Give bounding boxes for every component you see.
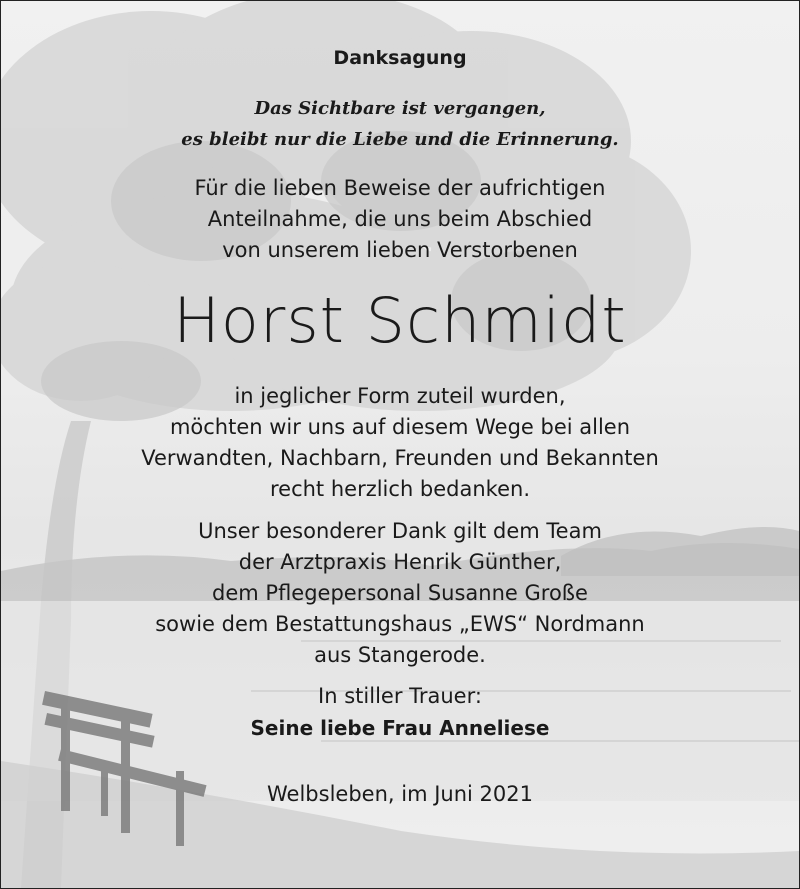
text-line: aus Stangerode. [314, 643, 486, 667]
text-line: sowie dem Bestattungshaus „EWS“ Nordmann [155, 612, 645, 636]
thanks-paragraph [1, 381, 799, 505]
quote-line: es bleibt nur die Liebe und die Erinnerung. [181, 129, 619, 150]
place-date: Welbsleben, im Juni 2021 [267, 782, 533, 806]
heading: Danksagung [333, 47, 467, 69]
quote-line: Das Sichtbare ist vergangen, [254, 98, 546, 119]
text-line: dem Pflegepersonal Susanne Große [212, 581, 588, 605]
deceased-name: Horst Schmidt [173, 284, 627, 357]
special-thanks-paragraph [1, 516, 799, 671]
text-line: Unser besonderer Dank gilt dem Team [198, 519, 602, 543]
text-line: möchten wir uns auf diesem Wege bei allen [169, 415, 631, 439]
text-line: der Arztpraxis Henrik Günther, [238, 550, 562, 574]
text-line: von unserem lieben Verstorbenen [222, 238, 578, 262]
signer: Seine liebe Frau Anneliese [250, 716, 550, 740]
text-line: recht herzlich bedanken. [269, 477, 531, 501]
text-line: Verwandten, Nachbarn, Freunden und Bekannten [141, 446, 659, 470]
quote [1, 93, 799, 155]
intro-paragraph [1, 173, 799, 266]
text-line: Für die lieben Beweise der aufrichtigen [194, 176, 606, 200]
mourning-line: In stiller Trauer: [318, 684, 482, 708]
text-line: in jeglicher Form zuteil wurden, [234, 384, 566, 408]
text-line: Anteilnahme, die uns beim Abschied [207, 207, 593, 231]
